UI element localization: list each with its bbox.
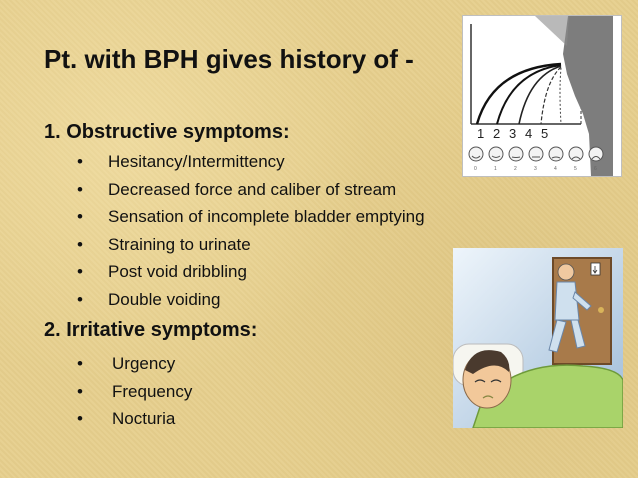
scale-number: 2	[493, 126, 501, 141]
bullet-icon: •	[77, 409, 83, 428]
bullet-icon: •	[77, 381, 83, 401]
face-scale-label: 3	[534, 166, 537, 172]
irritative-heading: 2. Irritative symptoms:	[44, 319, 258, 341]
face-scale-label: 2	[514, 166, 517, 172]
scale-number: 3	[509, 126, 517, 141]
face-scale-label: 1	[494, 166, 497, 172]
face-scale-label: 4	[554, 166, 557, 172]
scale-number: 4	[525, 126, 533, 141]
face-scale-label: 6	[594, 166, 597, 172]
scale-number: 5	[541, 126, 549, 141]
bullet-icon: •	[77, 262, 83, 281]
scale-number: 1	[477, 126, 485, 141]
bullet-icon: •	[77, 152, 83, 171]
bullet-icon: •	[77, 179, 83, 199]
bullet-icon: •	[77, 207, 83, 226]
obstructive-heading: 1. Obstructive symptoms:	[44, 121, 290, 143]
urine-stream-illustration	[462, 15, 622, 177]
bullet-icon: •	[77, 354, 83, 373]
face-scale	[469, 147, 603, 161]
slide-title: Pt. with BPH gives history of -	[44, 44, 414, 74]
nocturia-illustration	[453, 248, 623, 428]
face-scale-label: 5	[574, 166, 577, 172]
face-scale-label: 0	[474, 166, 477, 172]
bullet-icon: •	[77, 289, 83, 309]
bullet-icon: •	[77, 234, 83, 254]
